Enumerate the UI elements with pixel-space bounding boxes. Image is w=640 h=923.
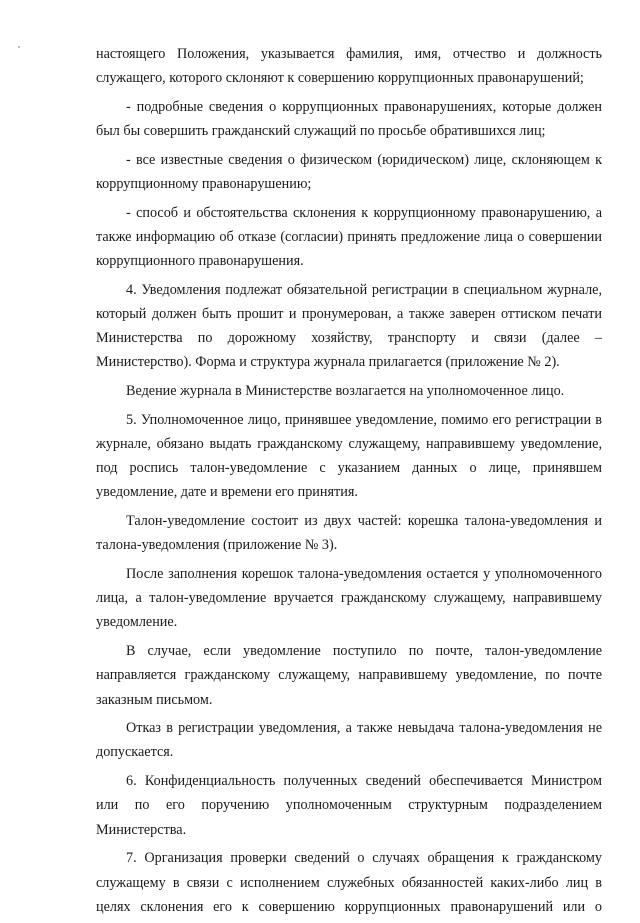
paragraph-item-4: 4. Уведомления подлежат обязательной регистрации в специальном журнале, который должен быть прошит и пронумерован, а также заверен оттиском печати Министерства по дорожному хозяйству, транспорту и связи (далее – Министерство). Форма и структура журнала прилагается (приложение № 2). <box>96 281 602 371</box>
paragraph-mail: В случае, если уведомление поступило по почте, талон-уведомление направляется гражданскому служащему, направившему уведомление, по почте заказным письмом. <box>96 643 602 708</box>
paragraph-journal: Ведение журнала в Министерстве возлагается на уполномоченное лицо. <box>126 383 565 400</box>
paragraph-continuation: настоящего Положения, указывается фамилия, имя, отчество и должность служащего, которого склоняют к совершению коррупционных правонарушений; <box>96 46 602 87</box>
document-body <box>96 42 602 923</box>
paragraph-bullet-method: - способ и обстоятельства склонения к коррупционному правонарушению, а также информацию об отказе (согласии) принять предложение лица о совершении коррупционного правонарушения. <box>96 204 602 270</box>
paragraph-item-6: 6. Конфиденциальность полученных сведений обеспечивается Министром или по его поручению уполномоченным структурным подразделением Министерства. <box>96 773 602 838</box>
paragraph-talon-after: После заполнения корешок талона-уведомления остается у уполномоченного лица, а талон-уведомление вручается гражданскому служащему, направившему уведомление. <box>96 566 602 631</box>
paragraph-bullet-details: - подробные сведения о коррупционных правонарушениях, которые должен был бы совершить гражданский служащий по просьбе обратившихся лиц; <box>96 98 602 140</box>
paragraph-refusal: Отказ в регистрации уведомления, а также невыдача талона-уведомления не допускается. <box>96 720 602 761</box>
paragraph-talon-parts: Талон-уведомление состоит из двух частей: корешка талона-уведомления и талона-уведомления (приложение № 3). <box>96 513 602 554</box>
scan-speck <box>18 46 20 48</box>
paragraph-item-5: 5. Уполномоченное лицо, принявшее уведомление, помимо его регистрации в журнале, обязано выдать гражданскому служащему, направившему уведомление, под роспись талон-уведомление с указанием данных о лице, принявшем уведомление, дате и времени его принятия. <box>96 411 602 501</box>
paragraph-item-7: 7. Организация проверки сведений о случаях обращения к гражданскому служащему в связи с исполнением служебных обязанностей каких-либо лиц в целях склонения его к совершению коррупционных правонарушений или о <box>96 850 602 915</box>
paragraph-bullet-person: - все известные сведения о физическом (юридическом) лице, склоняющем к коррупционному правонарушению; <box>96 151 602 193</box>
